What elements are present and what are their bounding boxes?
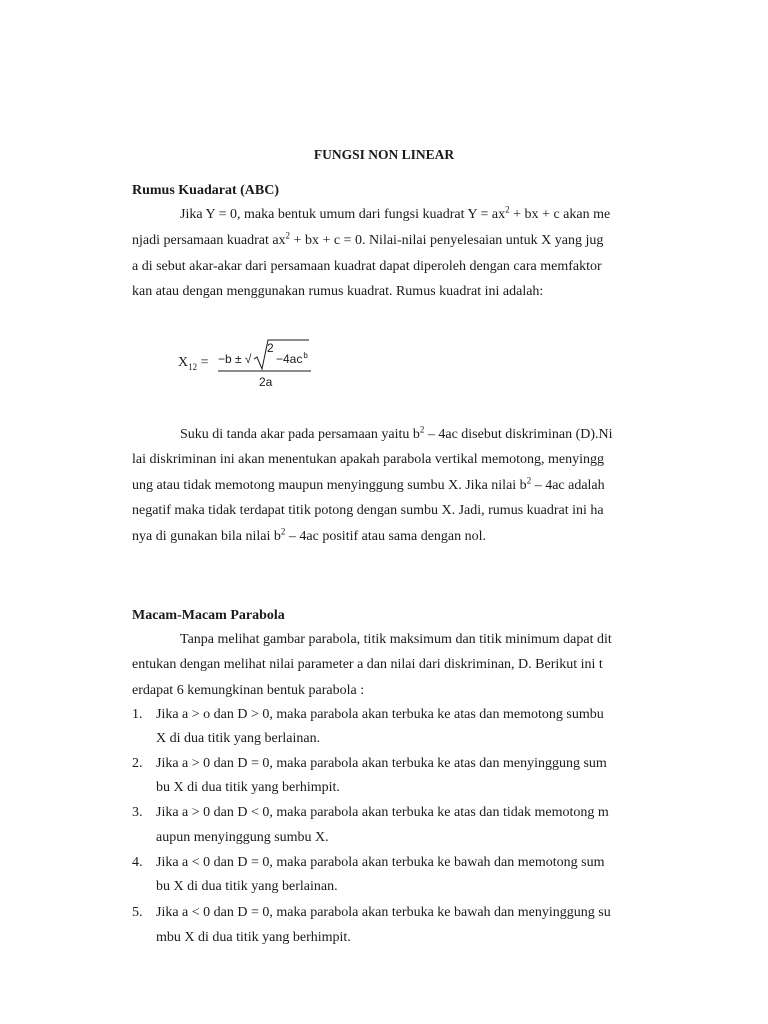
- paragraph-line: Jika Y = 0, maka bentuk umum dari fungsi kuadrat $Y = ax^2$ + bx + c akan me: [180, 204, 611, 222]
- list-item: Jika a > o dan D > 0, maka parabola akan terbuka ke atas dan memotong sumbu: [156, 707, 604, 722]
- formula-radicand: $-4ac^b$: [276, 351, 308, 366]
- formula-numerator: −b ± √: [218, 352, 252, 366]
- list-item-number: 2.: [132, 756, 143, 771]
- list-item: Jika a > 0 dan D = 0, maka parabola akan terbuka ke atas dan menyinggung sum: [156, 756, 607, 771]
- paragraph-line: kan atau dengan menggunakan rumus kuadrat. Rumus kuadrat ini adalah:: [132, 284, 544, 299]
- paragraph-line: erdapat 6 kemungkinan bentuk parabola :: [132, 683, 365, 698]
- paragraph-line: ung atau tidak memotong maupun menyinggung sumbu X. Jika nilai $b^2 - 4ac$ adalah: [132, 475, 605, 493]
- list-item: bu X di dua titik yang berhimpit.: [156, 780, 340, 795]
- list-item-number: 3.: [132, 805, 143, 820]
- paragraph-line: lai diskriminan ini akan menentukan apakah parabola vertikal memotong, menyingg: [132, 452, 604, 467]
- list-item-number: 5.: [132, 905, 143, 920]
- list-item-number: 1.: [132, 707, 143, 722]
- quadratic-formula: [178, 335, 378, 395]
- page-title: FUNGSI NON LINEAR: [313, 147, 455, 162]
- paragraph-line: njadi persamaan kuadrat $ax^2$ + bx + c = 0. Nilai-nilai penyelesaian untuk X yang jug: [132, 230, 604, 248]
- formula-denominator: 2a: [259, 375, 273, 389]
- paragraph-line: a di sebut akar-akar dari persamaan kuadrat dapat diperoleh dengan cara memfaktor: [132, 259, 602, 274]
- formula-power: 2: [267, 341, 274, 355]
- paragraph-line: nya di gunakan bila nilai $b^2 - 4ac$ positif atau sama dengan nol.: [132, 526, 487, 544]
- paragraph-line: Suku di tanda akar pada persamaan yaitu $b^2 - 4ac$ disebut diskriminan (D).Ni: [180, 424, 613, 442]
- list-item: Jika a < 0 dan D = 0, maka parabola akan terbuka ke bawah dan menyinggung su: [156, 905, 611, 920]
- paragraph-line: negatif maka tidak terdapat titik potong dengan sumbu X. Jadi, rumus kuadrat ini ha: [132, 503, 604, 518]
- paragraph-line: Tanpa melihat gambar parabola, titik maksimum dan titik minimum dapat dit: [180, 632, 612, 647]
- list-item: mbu X di dua titik yang berhimpit.: [156, 930, 351, 945]
- list-item: Jika a < 0 dan D = 0, maka parabola akan terbuka ke bawah dan memotong sum: [156, 855, 605, 870]
- formula-lhs: $X_{12}$ =: [178, 355, 209, 372]
- section-heading-rumus-kuadrat: Rumus Kuadarat (ABC): [132, 183, 280, 198]
- list-item: bu X di dua titik yang berlainan.: [156, 879, 338, 894]
- list-item: aupun menyinggung sumbu X.: [156, 830, 329, 845]
- section-heading-macam-parabola: Macam-Macam Parabola: [132, 608, 285, 623]
- list-item: X di dua titik yang berlainan.: [156, 731, 321, 746]
- list-item: Jika a > 0 dan D < 0, maka parabola akan terbuka ke atas dan tidak memotong m: [156, 805, 609, 820]
- list-item-number: 4.: [132, 855, 143, 870]
- paragraph-line: entukan dengan melihat nilai parameter a dan nilai dari diskriminan, D. Berikut ini t: [132, 657, 603, 672]
